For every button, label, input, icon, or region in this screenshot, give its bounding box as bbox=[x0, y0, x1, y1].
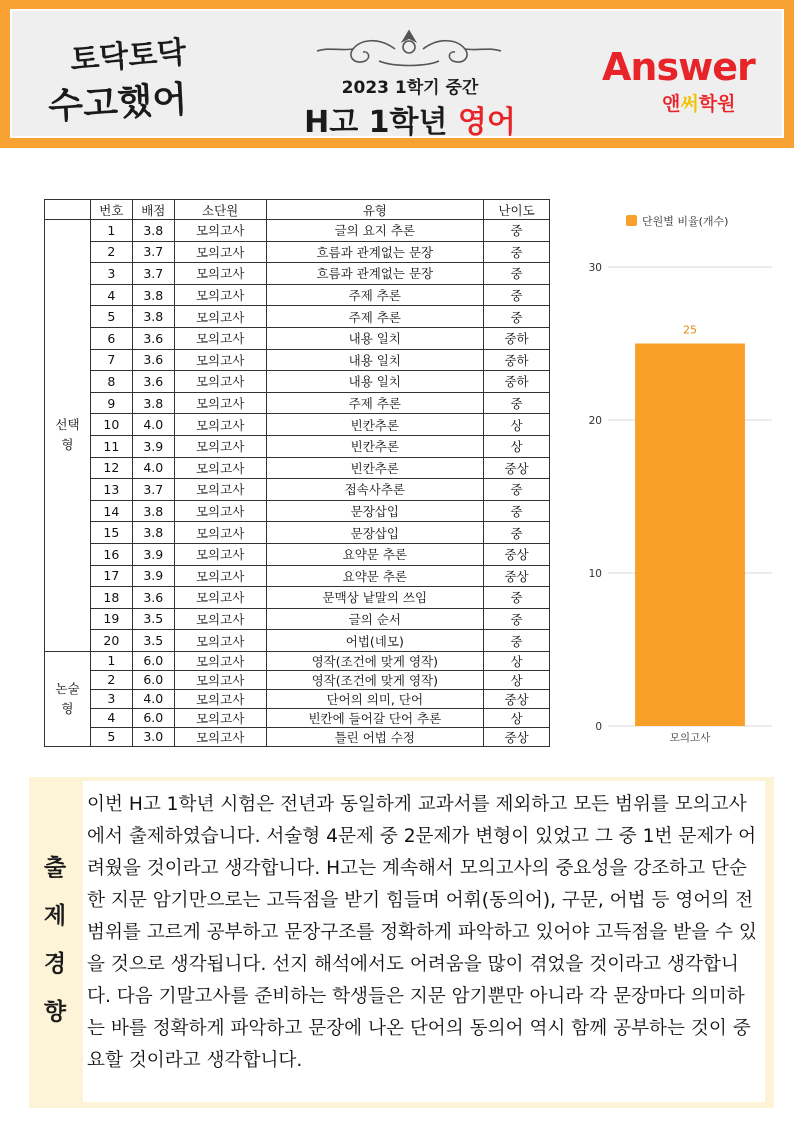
cell-score: 4.0 bbox=[132, 414, 174, 436]
cell-type: 문맥상 낱말의 쓰임 bbox=[266, 587, 484, 609]
cell-unit: 모의고사 bbox=[174, 371, 266, 393]
cell-difficulty: 중상 bbox=[484, 689, 550, 708]
table-row bbox=[45, 435, 550, 457]
cell-unit: 모의고사 bbox=[174, 689, 266, 708]
y-tick-label: 10 bbox=[588, 568, 602, 580]
answer-academy-logo bbox=[602, 45, 772, 125]
table-row bbox=[45, 306, 550, 328]
cell-type: 빈칸추론 bbox=[266, 435, 484, 457]
cell-unit: 모의고사 bbox=[174, 727, 266, 746]
cell-type: 문장삽입 bbox=[266, 500, 484, 522]
cell-type: 문장삽입 bbox=[266, 522, 484, 544]
cell-difficulty: 상 bbox=[484, 435, 550, 457]
brand-wordmark bbox=[602, 45, 755, 89]
cell-unit: 모의고사 bbox=[174, 241, 266, 263]
slogan-handwritten bbox=[42, 27, 192, 127]
cell-type: 흐름과 관계없는 문장 bbox=[266, 263, 484, 285]
cell-unit: 모의고사 bbox=[174, 327, 266, 349]
cell-score: 6.0 bbox=[132, 708, 174, 727]
cell-difficulty: 중상 bbox=[484, 565, 550, 587]
legend-swatch bbox=[626, 215, 637, 226]
academy-name-part1: 앤 bbox=[662, 93, 681, 115]
table-row bbox=[45, 608, 550, 630]
cell-type: 내용 일치 bbox=[266, 371, 484, 393]
legend-label: 단원별 비율(개수) bbox=[642, 215, 729, 228]
header-band bbox=[0, 0, 794, 148]
cell-number: 8 bbox=[90, 371, 132, 393]
cell-type: 빈칸추론 bbox=[266, 457, 484, 479]
cell-type: 틀린 어법 수정 bbox=[266, 727, 484, 746]
data-label: 25 bbox=[683, 323, 697, 337]
cell-score: 3.6 bbox=[132, 349, 174, 371]
cell-type: 내용 일치 bbox=[266, 349, 484, 371]
cell-score: 3.8 bbox=[132, 220, 174, 242]
cell-difficulty: 중 bbox=[484, 263, 550, 285]
cell-unit: 모의고사 bbox=[174, 479, 266, 501]
table-row bbox=[45, 522, 550, 544]
cell-score: 3.8 bbox=[132, 500, 174, 522]
cell-score: 3.6 bbox=[132, 371, 174, 393]
cell-number: 13 bbox=[90, 479, 132, 501]
cell-number: 9 bbox=[90, 392, 132, 414]
cell-unit: 모의고사 bbox=[174, 457, 266, 479]
cell-number: 18 bbox=[90, 587, 132, 609]
table-row bbox=[45, 241, 550, 263]
cell-score: 4.0 bbox=[132, 689, 174, 708]
cell-number: 3 bbox=[90, 689, 132, 708]
category-text: 선택형 bbox=[55, 417, 80, 453]
exam-question-table bbox=[44, 199, 550, 747]
cell-type: 요약문 추론 bbox=[266, 565, 484, 587]
table-body bbox=[45, 220, 550, 747]
cell-number: 7 bbox=[90, 349, 132, 371]
cell-score: 3.6 bbox=[132, 587, 174, 609]
exam-subject: 영어 bbox=[457, 105, 516, 140]
cell-difficulty: 상 bbox=[484, 414, 550, 436]
cell-number: 4 bbox=[90, 708, 132, 727]
y-tick-label: 0 bbox=[595, 721, 602, 733]
cell-unit: 모의고사 bbox=[174, 565, 266, 587]
cell-score: 6.0 bbox=[132, 651, 174, 670]
cell-number: 15 bbox=[90, 522, 132, 544]
cell-score: 3.8 bbox=[132, 306, 174, 328]
cell-number: 20 bbox=[90, 630, 132, 652]
category-text: 논술형 bbox=[55, 680, 80, 716]
cell-type: 내용 일치 bbox=[266, 327, 484, 349]
cell-difficulty: 상 bbox=[484, 670, 550, 689]
exam-title-row bbox=[274, 97, 546, 141]
cell-unit: 모의고사 bbox=[174, 543, 266, 565]
table-row bbox=[45, 392, 550, 414]
table-row bbox=[45, 727, 550, 746]
cell-number: 1 bbox=[90, 220, 132, 242]
cell-type: 빈칸추론 bbox=[266, 414, 484, 436]
x-tick-label: 모의고사 bbox=[669, 732, 711, 744]
table-row bbox=[45, 500, 550, 522]
cell-number: 4 bbox=[90, 284, 132, 306]
trend-label bbox=[29, 777, 81, 1108]
cell-difficulty: 중하 bbox=[484, 349, 550, 371]
table-row bbox=[45, 565, 550, 587]
cell-unit: 모의고사 bbox=[174, 392, 266, 414]
cell-type: 주제 추론 bbox=[266, 284, 484, 306]
cell-type: 글의 요지 추론 bbox=[266, 220, 484, 242]
cell-number: 5 bbox=[90, 727, 132, 746]
cell-score: 3.7 bbox=[132, 241, 174, 263]
cell-unit: 모의고사 bbox=[174, 670, 266, 689]
cell-unit: 모의고사 bbox=[174, 349, 266, 371]
cell-score: 6.0 bbox=[132, 670, 174, 689]
cell-unit: 모의고사 bbox=[174, 263, 266, 285]
unit-ratio-bar-chart bbox=[586, 205, 794, 750]
cell-score: 3.6 bbox=[132, 327, 174, 349]
table-row bbox=[45, 630, 550, 652]
cell-score: 3.9 bbox=[132, 565, 174, 587]
header-cell-number: 번호 bbox=[90, 200, 132, 220]
table-row bbox=[45, 543, 550, 565]
crown-ornament-icon bbox=[309, 27, 509, 71]
header-cell-type: 유형 bbox=[266, 200, 484, 220]
cell-difficulty: 중상 bbox=[484, 543, 550, 565]
brand-letters-rest: nswer bbox=[630, 45, 755, 89]
cell-type: 주제 추론 bbox=[266, 392, 484, 414]
cell-difficulty: 중상 bbox=[484, 727, 550, 746]
table-row bbox=[45, 708, 550, 727]
cell-score: 3.7 bbox=[132, 263, 174, 285]
cell-type: 영작(조건에 맞게 영작) bbox=[266, 670, 484, 689]
cell-type: 접속사추론 bbox=[266, 479, 484, 501]
cell-unit: 모의고사 bbox=[174, 284, 266, 306]
header-cell-unit: 소단원 bbox=[174, 200, 266, 220]
cell-number: 17 bbox=[90, 565, 132, 587]
academy-name-part3: 학원 bbox=[698, 93, 736, 115]
cell-number: 10 bbox=[90, 414, 132, 436]
exam-subtitle: 2023 1학기 중간 bbox=[341, 78, 479, 98]
cell-number: 6 bbox=[90, 327, 132, 349]
cell-type: 주제 추론 bbox=[266, 306, 484, 328]
cell-unit: 모의고사 bbox=[174, 651, 266, 670]
exam-trend-box bbox=[29, 777, 774, 1108]
table-row bbox=[45, 220, 550, 242]
table-row bbox=[45, 479, 550, 501]
slogan-line2: 수고했어 bbox=[47, 78, 189, 128]
cell-number: 16 bbox=[90, 543, 132, 565]
cell-difficulty: 중 bbox=[484, 630, 550, 652]
table-row bbox=[45, 689, 550, 708]
cell-score: 4.0 bbox=[132, 457, 174, 479]
cell-unit: 모의고사 bbox=[174, 500, 266, 522]
table-row bbox=[45, 651, 550, 670]
table-row bbox=[45, 263, 550, 285]
cell-number: 2 bbox=[90, 670, 132, 689]
y-tick-label: 30 bbox=[588, 262, 602, 274]
table-row bbox=[45, 349, 550, 371]
cell-unit: 모의고사 bbox=[174, 708, 266, 727]
cell-score: 3.8 bbox=[132, 284, 174, 306]
cell-unit: 모의고사 bbox=[174, 630, 266, 652]
cell-unit: 모의고사 bbox=[174, 435, 266, 457]
academy-name-part2: 써 bbox=[680, 93, 699, 115]
cell-difficulty: 중 bbox=[484, 522, 550, 544]
slogan-line1: 토닥토닥 bbox=[69, 34, 188, 78]
trend-label-char: 출 bbox=[43, 855, 67, 881]
academy-name bbox=[662, 89, 735, 116]
cell-difficulty: 중 bbox=[484, 479, 550, 501]
table-row bbox=[45, 457, 550, 479]
cell-difficulty: 중 bbox=[484, 306, 550, 328]
cell-number: 19 bbox=[90, 608, 132, 630]
cell-type: 영작(조건에 맞게 영작) bbox=[266, 651, 484, 670]
cell-difficulty: 중 bbox=[484, 392, 550, 414]
cell-difficulty: 중 bbox=[484, 500, 550, 522]
cell-unit: 모의고사 bbox=[174, 220, 266, 242]
cell-difficulty: 중상 bbox=[484, 457, 550, 479]
cell-unit: 모의고사 bbox=[174, 414, 266, 436]
exam-title: H고 1학년 bbox=[304, 105, 448, 140]
header-cell-blank bbox=[45, 200, 91, 220]
table-row bbox=[45, 670, 550, 689]
cell-number: 12 bbox=[90, 457, 132, 479]
cell-type: 흐름과 관계없는 문장 bbox=[266, 241, 484, 263]
table-row bbox=[45, 414, 550, 436]
cell-score: 3.9 bbox=[132, 435, 174, 457]
cell-score: 3.9 bbox=[132, 543, 174, 565]
cell-unit: 모의고사 bbox=[174, 306, 266, 328]
cell-difficulty: 중 bbox=[484, 220, 550, 242]
cell-score: 3.7 bbox=[132, 479, 174, 501]
cell-type: 빈칸에 들어갈 단어 추론 bbox=[266, 708, 484, 727]
cell-difficulty: 중하 bbox=[484, 371, 550, 393]
cell-number: 11 bbox=[90, 435, 132, 457]
category-cell bbox=[45, 220, 91, 652]
header-cell-difficulty: 난이도 bbox=[484, 200, 550, 220]
cell-difficulty: 중 bbox=[484, 284, 550, 306]
cell-type: 어법(네모) bbox=[266, 630, 484, 652]
cell-number: 2 bbox=[90, 241, 132, 263]
trend-label-char: 향 bbox=[43, 999, 67, 1025]
cell-score: 3.5 bbox=[132, 630, 174, 652]
cell-unit: 모의고사 bbox=[174, 608, 266, 630]
cell-unit: 모의고사 bbox=[174, 522, 266, 544]
cell-difficulty: 상 bbox=[484, 651, 550, 670]
cell-number: 5 bbox=[90, 306, 132, 328]
bar bbox=[635, 344, 745, 727]
table-header-row bbox=[45, 200, 550, 220]
header-cell-score: 배점 bbox=[132, 200, 174, 220]
trend-label-char: 경 bbox=[43, 951, 67, 977]
category-cell bbox=[45, 651, 91, 746]
cell-difficulty: 중하 bbox=[484, 327, 550, 349]
cell-unit: 모의고사 bbox=[174, 587, 266, 609]
cell-difficulty: 상 bbox=[484, 708, 550, 727]
table-row bbox=[45, 327, 550, 349]
cell-difficulty: 중 bbox=[484, 587, 550, 609]
table-row bbox=[45, 371, 550, 393]
cell-difficulty: 중 bbox=[484, 608, 550, 630]
header-panel bbox=[10, 9, 784, 138]
cell-number: 14 bbox=[90, 500, 132, 522]
brand-letter-a: A bbox=[602, 45, 631, 89]
cell-score: 3.8 bbox=[132, 392, 174, 414]
trend-paragraph: 이번 H고 1학년 시험은 전년과 동일하게 교과서를 제외하고 모든 범위를 모의고사에서 출제하였습니다. 서술형 4문제 중 2문제가 변형이 있었고 그 중 1번 문제가 어려웠을 것이라고 생각합니다. H고는 계속해서 모의고사의 중요성을 강조하고 단순한 지문 암기만으로는 고득점을 받기 힘들며 어휘(동의어), 구문, 어법 등 영어의 전 범위를 고르게 공부하고 문장구조를 정확하게 파악하고 있어야 고득점을 받을 수 있을 것으로 생각됩니다. 선지 해석에서도 어려움을 많이 겪었을 것이라고 생각합니다. 다음 기말고사를 준비하는 학생들은 지문 암기뿐만 아니라 각 문장마다 의미하는 바를 정확하게 파악하고 문장에 나온 단어의 동의어 역시 함께 공부하는 것이 중요할 것이라고 생각합니다. bbox=[83, 781, 765, 1102]
cell-score: 3.5 bbox=[132, 608, 174, 630]
cell-type: 요약문 추론 bbox=[266, 543, 484, 565]
cell-score: 3.0 bbox=[132, 727, 174, 746]
trend-label-char: 제 bbox=[43, 903, 67, 929]
y-tick-label: 20 bbox=[588, 415, 602, 427]
cell-number: 3 bbox=[90, 263, 132, 285]
cell-number: 1 bbox=[90, 651, 132, 670]
cell-type: 글의 순서 bbox=[266, 608, 484, 630]
cell-difficulty: 중 bbox=[484, 241, 550, 263]
cell-type: 단어의 의미, 단어 bbox=[266, 689, 484, 708]
cell-score: 3.8 bbox=[132, 522, 174, 544]
table-row bbox=[45, 587, 550, 609]
table-row bbox=[45, 284, 550, 306]
